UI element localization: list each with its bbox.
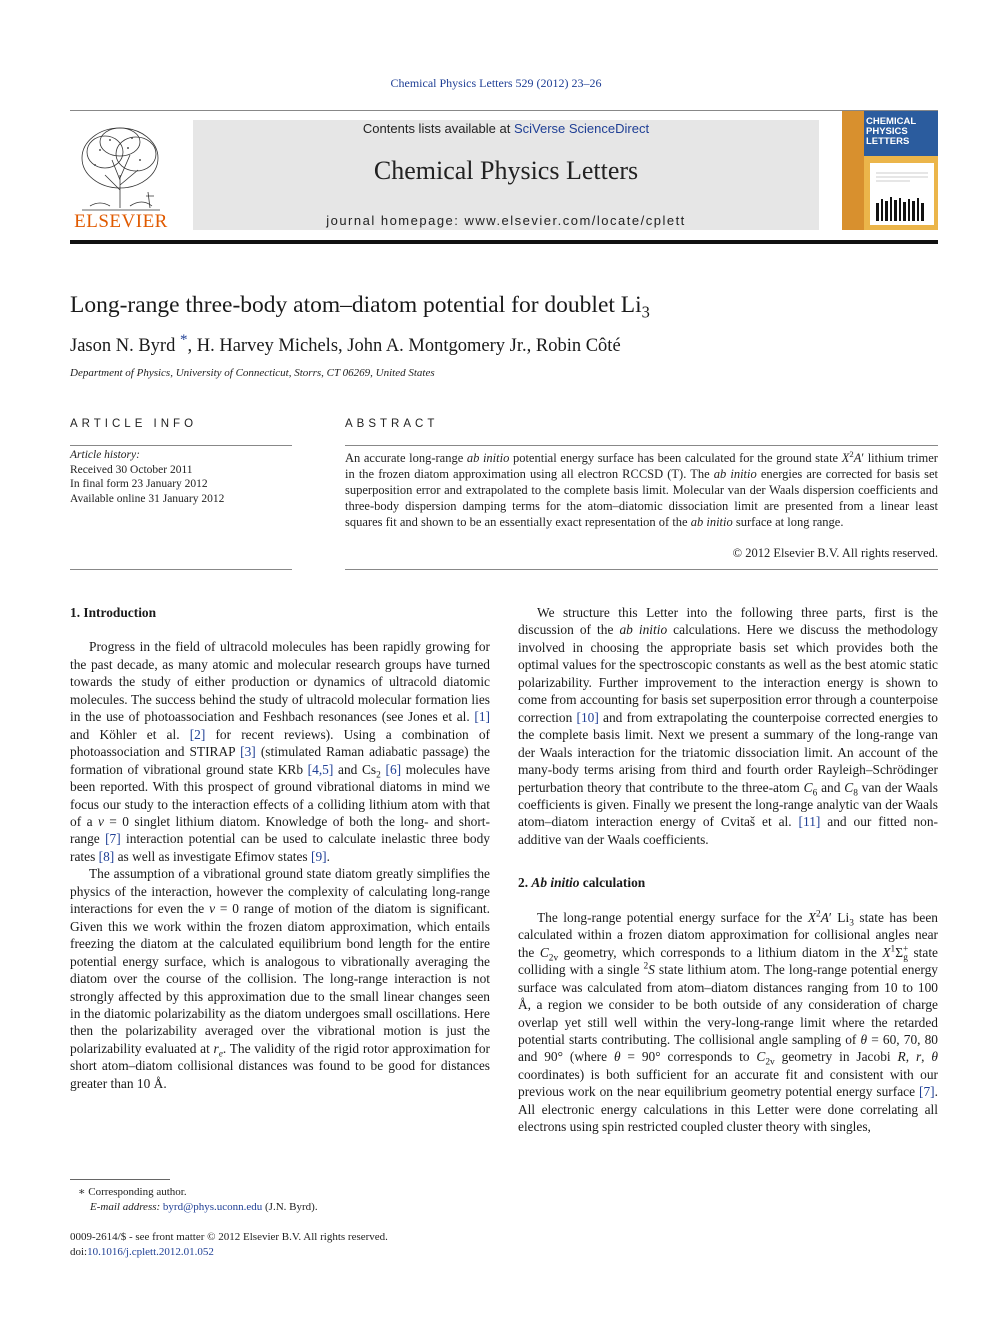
doi-line [70, 1245, 388, 1260]
sciencedirect-link[interactable]: SciVerse ScienceDirect [513, 121, 650, 136]
history-label: Article history: [70, 449, 140, 461]
corresponding-author-footnote [70, 1185, 490, 1215]
issn-line: 0009-2614/$ - see front matter © 2012 Elsevier B.V. All rights reserved. [70, 1231, 388, 1243]
corresponding-label: Corresponding author. [88, 1186, 187, 1198]
journal-title: Chemical Physics Letters [373, 156, 639, 185]
email-link[interactable]: byrd@phys.uconn.edu [162, 1201, 263, 1213]
paragraph: We structure this Letter into the following three parts, first is the discussion of the ab initio calculations. Here we discuss the methodology involved in choosing the appropriate basis set which provides both the optimal values for the spectroscopic constants as well as the best atomic static polarizability. Further improvement to the interaction energy is shown to come from accounting for basis set superposition error through a counterpoise correction [10] and from extrapolating the counterpoise corrected energies to the complete basis limit. Next we present a summary of the long-range van der Waals interaction for the triatomic dissociation limit. An account of the many-body terms arising from third and fourth order Rayleigh–Schrödinger perturbation theory that contribute to the three-atom $C_6$ and $C_8$ van der Waals coefficients is given. Finally we present the long-range analytic van der Waals atom–diatom interaction energy of Cvitaš et al. [11] and our fitted non-additive van der Waals coefficients. [518, 605, 939, 847]
paragraph: The long-range potential energy surface for the $X^2A'$ $Li_3$ state has been calculated within a frozen diatom approximation for collisional angles near the $C_{2v}$ geometry, which corresponds to a lithium diatom in the $X^1\Sigma^+_g$ state colliding with a single $^2$S state lithium atom. The long-range potential energy surface was calculated from atom–diatom distances ranging from 10 to 100 Å, a region we consider to be both outside of any consideration of charge overlap yet still well within the very-long-range limit where the retarded potential starts contributing. The collisional angle sampling of θ = 60, 70, 80 and 90° (where θ = 90° corresponds to $C_{2v}$ geometry in Jacobi R, r, θ coordinates) is both sufficient for an accurate fit and consistent with our previous work on the near equilibrium geometry potential energy surface [7]. All electronic energy calculations in this Letter were done correlating all electrons using spin restricted coupled cluster theory with singles, [518, 909, 939, 1135]
footnote-rule [70, 1179, 170, 1180]
cover-barcode-graphic [870, 163, 934, 225]
cover-title-line: LETTERS [866, 136, 910, 147]
abstract-body: An accurate long-range ab initio potential energy surface has been calculated for the ground state $X^2A'$ lithium trimer in the frozen diatom approximation using all electron RCCSD (T). The ab initio energies are corrected for basis set superposition error and extrapolated to the complete basis limit. Molecular van der Waals dispersion coefficients and three-body dispersion damping terms for the atom–diatomic dissociation limit are presented from a linear least squares fit and shown to be an essentially exact representation of the ab initio surface at long range. [345, 448, 938, 529]
divider [345, 569, 938, 570]
article-title-subscript: 3 [641, 302, 650, 322]
journal-cover-thumbnail [842, 111, 938, 230]
online-date: Available online 31 January 2012 [70, 492, 225, 505]
section-number: 2. [518, 875, 529, 891]
divider [70, 445, 292, 446]
author-list [70, 331, 621, 357]
abstract-heading: ABSTRACT [345, 418, 439, 430]
top-rule [70, 110, 938, 111]
coauthor-names: , H. Harvey Michels, John A. Montgomery Jr., Robin Côté [187, 336, 621, 356]
body-left-column [70, 604, 490, 1092]
section-heading-introduction: 1. Introduction [70, 605, 157, 620]
paragraph: The assumption of a vibrational ground state diatom greatly simplifies the physics of the interaction, however the complexity of calculating long-range interactions for even the v = 0 range of motion of the diatom is significant. Given this we work within the frozen diatom approximation, which entails freezing the diatom at the calculated equilibrium bond length for the entire potential energy surface, which is analogous to vibrationally averaging the diatom over the course of the collision. The long-range interaction is not strongly affected by this approximation due to the small linear changes seen in the diatomic polarizability as the diatom undergoes small oscillations. Here then the polarizability averaged over the vibrational motion is just the polarizability evaluated at $r_e$. The validity of the rigid rotor approximation for short atom–diatom collisional distances was found to be good for distances greater than 10 Å. [70, 866, 490, 1091]
article-title-text: Long-range three-body atom–diatom potential for doublet Li [70, 292, 642, 318]
article-history [70, 448, 224, 506]
author-name: Jason N. Byrd [70, 336, 176, 356]
article-info-heading: ARTICLE INFO [70, 418, 198, 430]
doi-label: doi: [70, 1246, 88, 1258]
journal-reference[interactable]: Chemical Physics Letters 529 (2012) 23–26 [390, 76, 602, 90]
section-heading-ab-initio [518, 874, 938, 891]
section-title-italic: Ab initio [531, 875, 580, 891]
contents-prefix: Contents lists available at [362, 121, 511, 136]
cover-title-line: PHYSICS [866, 126, 908, 137]
journal-homepage[interactable]: journal homepage: www.elsevier.com/locate/cplett [326, 213, 686, 228]
affiliation: Department of Physics, University of Connecticut, Storrs, CT 06269, United States [70, 367, 435, 379]
elsevier-wordmark: ELSEVIER [74, 211, 168, 232]
corresponding-author-mark[interactable]: * [179, 331, 188, 348]
abstract-copyright: © 2012 Elsevier B.V. All rights reserved. [732, 546, 938, 560]
received-date: Received 30 October 2011 [70, 463, 193, 476]
doi-link[interactable]: 10.1016/j.cplett.2012.01.052 [87, 1246, 214, 1258]
section-title-rest: calculation [582, 875, 646, 891]
cover-spine [842, 111, 864, 230]
final-form-date: In final form 23 January 2012 [70, 478, 208, 490]
paragraph: Progress in the field of ultracold molecules has been rapidly growing for the past decade, as many atomic and molecular research groups have turned towards the study of either production or dynamics of ultracold diatomic molecules. The success behind the study of ultracold molecular formation lies in the use of photoassociation and Feshbach resonances (see Jones et al. [1] and Köhler et al. [2] for recent reviews). Using a combination of photoassociation and STIRAP [3] (stimulated Raman adiabatic passage) the formation of vibrational ground state KRb [4,5] and $Cs_2$ [6] molecules have been reported. With this prospect of ground vibrational diatoms in mind we focus our study to the interaction effects of a colliding lithium atom with that of a v = 0 singlet lithium diatom. Knowledge of both the long- and short-range [7] interaction potential can be used to calculate inelastic three body rates [8] as well as investigate Efimov states [9]. [70, 639, 490, 864]
email-label: E-mail address: [90, 1201, 161, 1213]
cover-title-line: CHEMICAL [866, 116, 917, 127]
header-thick-rule [70, 240, 938, 244]
article-title [70, 292, 650, 322]
cover-image-panel [870, 163, 934, 225]
footnote-mark: ∗ [78, 1186, 89, 1198]
contents-availability [193, 121, 819, 136]
divider [70, 569, 292, 570]
divider [345, 445, 938, 446]
front-matter-notice [70, 1230, 388, 1260]
body-right-column [518, 604, 938, 1136]
cover-title [866, 117, 916, 147]
email-suffix: (J.N. Byrd). [265, 1201, 318, 1213]
